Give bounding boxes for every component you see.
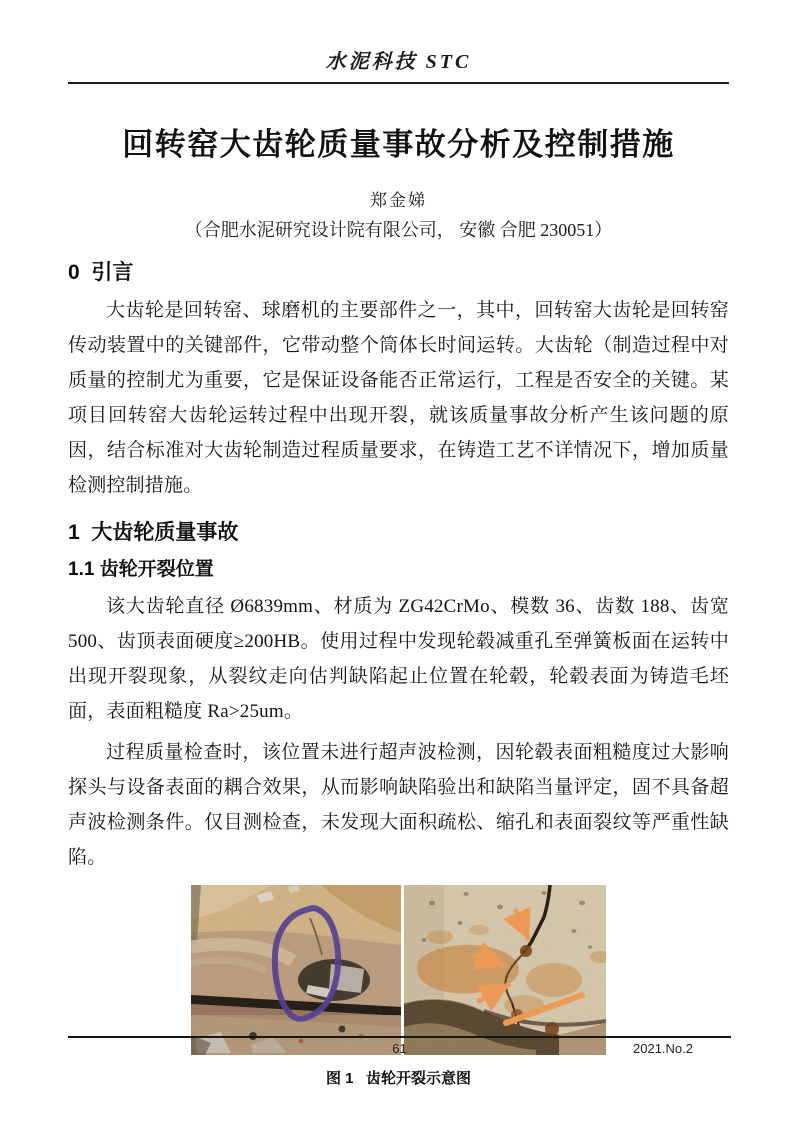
issue-number: 2021.No.2 bbox=[633, 1041, 693, 1056]
figure-caption: 图 1 齿轮开裂示意图 bbox=[325, 1070, 471, 1087]
journal-name: 水泥科技 STC bbox=[325, 51, 472, 73]
article-title: 回转窑大齿轮质量事故分析及控制措施 bbox=[122, 127, 675, 162]
photo-gear-hub-hole-purple-circle bbox=[191, 885, 401, 1055]
journal-header bbox=[68, 50, 729, 84]
figure-photos bbox=[68, 885, 729, 1055]
section-1-1-paragraph-1: 该大齿轮直径 Ø6839mm、材质为 ZG42CrMo、模数 36、齿数 188、齿宽 500、齿顶表面硬度≥200HB。使用过程中发现轮毂减重孔至弹簧板面在运转中出现开裂现象，从裂纹走向估判缺陷起止位置在轮毂，轮毂表面为铸造毛坯面，表面粗糙度 Ra>25um。 bbox=[68, 596, 729, 722]
header-rule bbox=[68, 82, 729, 84]
section-heading-1: 1 大齿轮质量事故 bbox=[68, 521, 239, 544]
page-number: 61 bbox=[392, 1041, 407, 1056]
section-heading-intro: 0 引言 bbox=[68, 261, 134, 284]
author-name: 郑金娣 bbox=[370, 191, 427, 210]
page-footer bbox=[68, 1036, 731, 1056]
figure-1 bbox=[68, 885, 729, 1088]
author-affiliation: （合肥水泥研究设计院有限公司， 安徽 合肥 230051） bbox=[184, 220, 613, 240]
photo-hub-crack-orange-arrows bbox=[404, 885, 606, 1055]
intro-paragraph: 大齿轮是回转窑、球磨机的主要部件之一，其中，回转窑大齿轮是回转窑传动装置中的关键部件，它带动整个筒体长时间运转。大齿轮（制造过程中对质量的控制尤为重要，它是保证设备能否正常运行，工程是否安全的关键。某项目回转窑大齿轮运转过程中出现开裂，就该质量事故分析产生该问题的原因，结合标准对大齿轮制造过程质量要求，在铸造工艺不详情况下，增加质量检测控制措施。 bbox=[68, 300, 729, 496]
section-1-1-paragraph-2: 过程质量检查时，该位置未进行超声波检测，因轮毂表面粗糙度过大影响探头与设备表面的耦合效果，从而影响缺陷验出和缺陷当量评定，固不具备超声波检测条件。仅目测检查，未发现大面积疏松、缩孔和表面裂纹等严重性缺陷。 bbox=[68, 742, 729, 868]
section-heading-1-1: 1.1 齿轮开裂位置 bbox=[68, 559, 214, 580]
